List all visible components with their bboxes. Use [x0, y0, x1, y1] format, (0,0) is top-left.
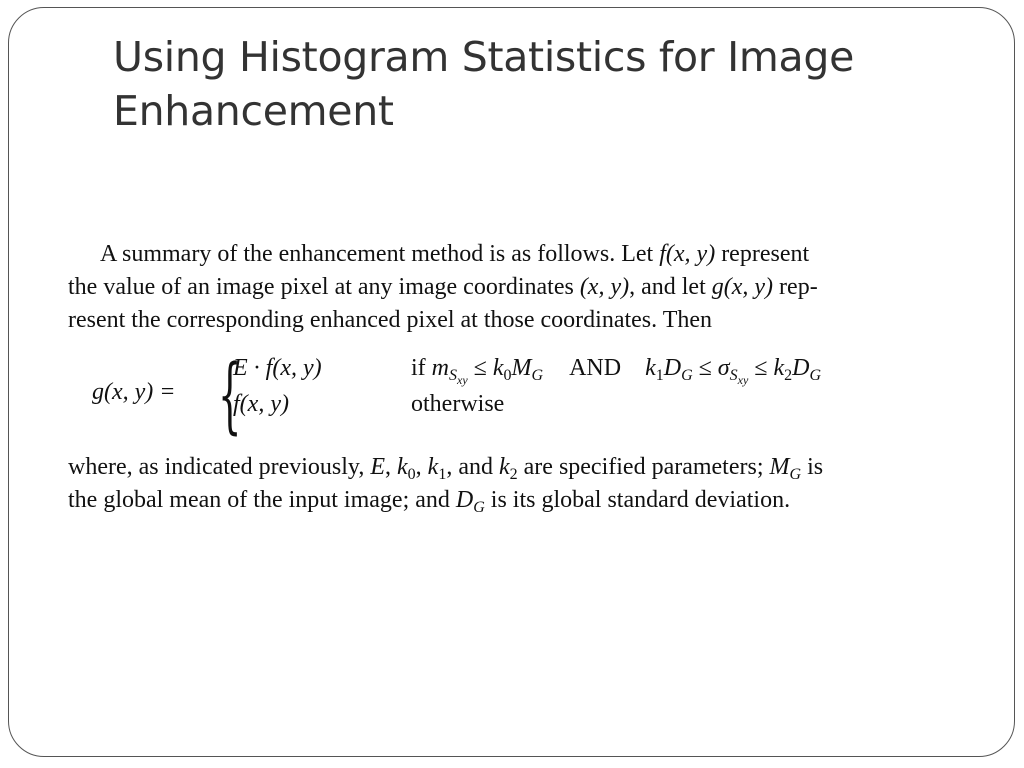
slide-body — [68, 238, 968, 517]
equation-lhs: g(x, y) = — [92, 379, 176, 405]
case-2-expression: f(x, y) — [233, 391, 289, 417]
piecewise-equation — [68, 348, 968, 443]
summary-paragraph — [68, 238, 968, 337]
parameters-paragraph — [68, 451, 968, 517]
parameters-line-2: the global mean of the input image; and $D_G$ is its global standard deviation. — [68, 487, 791, 516]
case-1-expression: E · f(x, y) — [233, 355, 322, 381]
parameters-line-1: where, as indicated previously, E, $k_0$, $k_1$, and $k_2$ are specified parameters; $M_G$ is — [68, 454, 824, 483]
summary-line-1: A summary of the enhancement method is as follows. Let f(x, y) represent — [100, 241, 810, 267]
summary-line-2: the value of an image pixel at any image coordinates (x, y), and let g(x, y) rep- — [68, 274, 818, 300]
case-1-condition: if $m_{S_{xy}} \le k_0M_G$ AND $k_1D_G \le \sigma_{S_{xy}} \le k_2D_G$ — [411, 355, 822, 387]
case-2-condition: otherwise — [411, 391, 505, 417]
slide-title: Using Histogram Statistics for Image Enhancement — [113, 33, 854, 135]
summary-line-3: resent the corresponding enhanced pixel at those coordinates. Then — [68, 307, 713, 333]
left-brace: { — [218, 348, 242, 443]
